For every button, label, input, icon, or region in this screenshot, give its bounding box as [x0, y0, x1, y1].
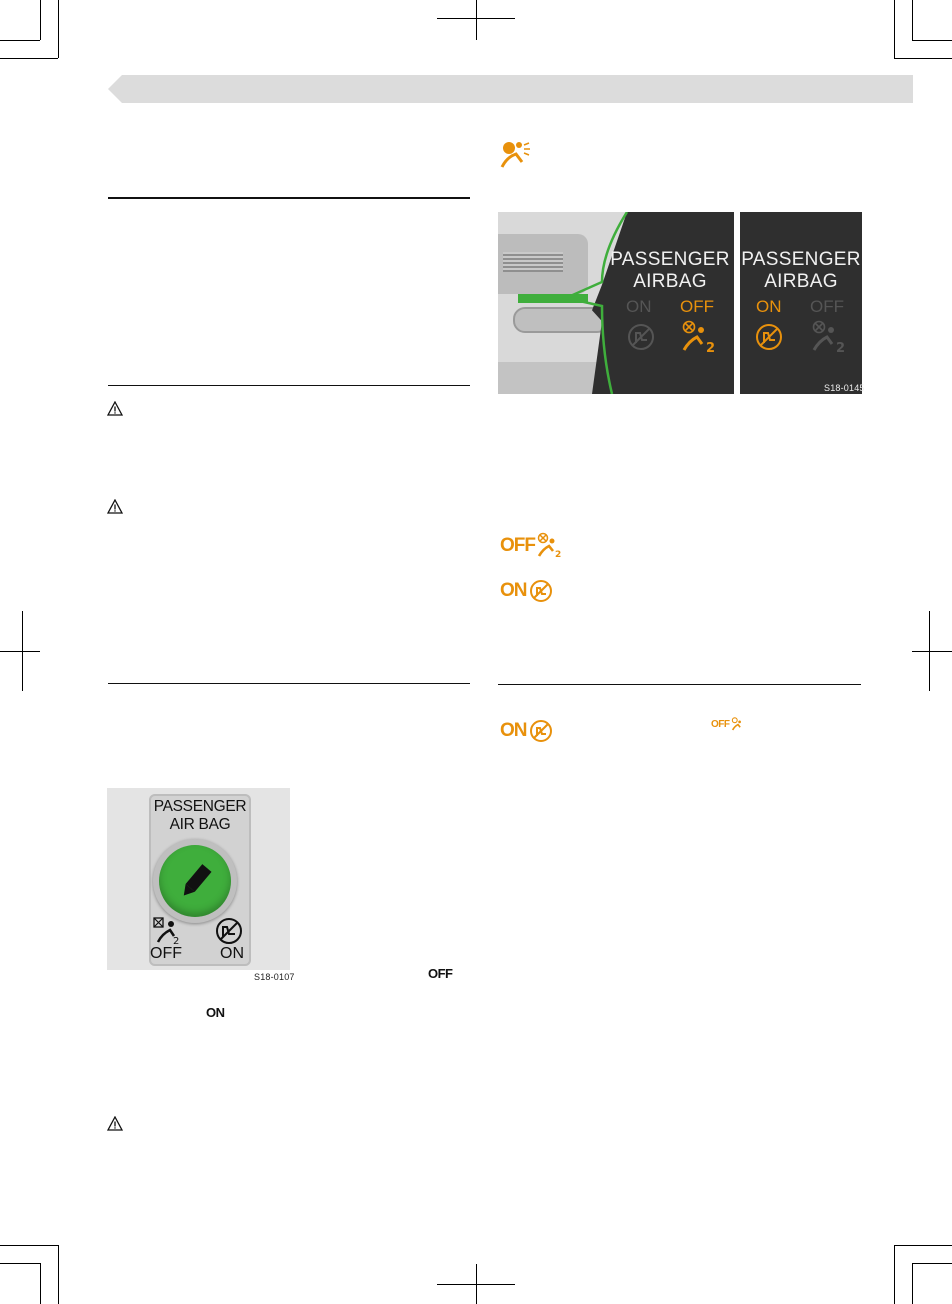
warning-icon [107, 401, 123, 417]
airbag-warning-icon [498, 140, 532, 170]
inline-on-symbol: ON [206, 1005, 225, 1020]
panel-1-line1: PASSENGER [610, 249, 730, 270]
panel-2-line1: PASSENGER [741, 249, 861, 270]
on-indicator-2-label: ON [500, 720, 527, 741]
panel-1-title [604, 249, 736, 293]
airbag-off-icon [536, 532, 562, 558]
svg-text:2: 2 [706, 341, 716, 354]
section-rule [108, 683, 470, 684]
figure-code: S18-0107 [254, 972, 295, 982]
airbag-indicator-figure [498, 212, 862, 394]
switch-title [137, 798, 263, 834]
child-seat-on-icon [529, 719, 553, 743]
section-rule [108, 385, 470, 386]
airbag-switch-figure [107, 788, 290, 970]
svg-text:2: 2 [555, 550, 562, 558]
inline-off-indicator-label: OFF [711, 719, 730, 730]
panel-2-line2: AIRBAG [764, 271, 838, 292]
callout-outline [558, 212, 628, 394]
panel-2-title [740, 249, 862, 293]
switch-title-line2: AIR BAG [169, 816, 231, 833]
switch-on-label: ON [220, 945, 244, 962]
figure-code: S18-0145 [824, 383, 865, 393]
on-indicator-label: ON [500, 580, 527, 601]
child-seat-dim-icon [626, 322, 656, 352]
airbag-off-icon [731, 717, 745, 731]
mirror-vent [503, 252, 563, 272]
section-rule [498, 684, 861, 685]
inline-off-symbol: OFF [428, 966, 453, 981]
page-header-bar [108, 75, 913, 103]
key-slot-icon [173, 858, 219, 904]
child-seat-lit-icon [754, 322, 784, 352]
airbag-off-lit-icon [680, 320, 720, 354]
svg-text:2: 2 [173, 936, 180, 946]
off-indicator-label: OFF [500, 535, 535, 556]
panel-1-off: OFF [680, 297, 714, 316]
section-rule [108, 197, 470, 199]
svg-text:2: 2 [836, 341, 846, 354]
warning-icon [107, 499, 123, 515]
child-seat-on-icon [214, 916, 244, 946]
switch-title-line1: PASSENGER [153, 798, 247, 815]
panel-1-on: ON [626, 297, 652, 316]
panel-2-off: OFF [810, 297, 844, 316]
panel-1-line2: AIRBAG [633, 271, 707, 292]
switch-off-label: OFF [150, 945, 182, 962]
airbag-off-icon [152, 916, 182, 946]
warning-icon [107, 1116, 123, 1132]
child-seat-on-icon [529, 579, 553, 603]
airbag-off-dim-icon [810, 320, 850, 354]
panel-2-on: ON [756, 297, 782, 316]
